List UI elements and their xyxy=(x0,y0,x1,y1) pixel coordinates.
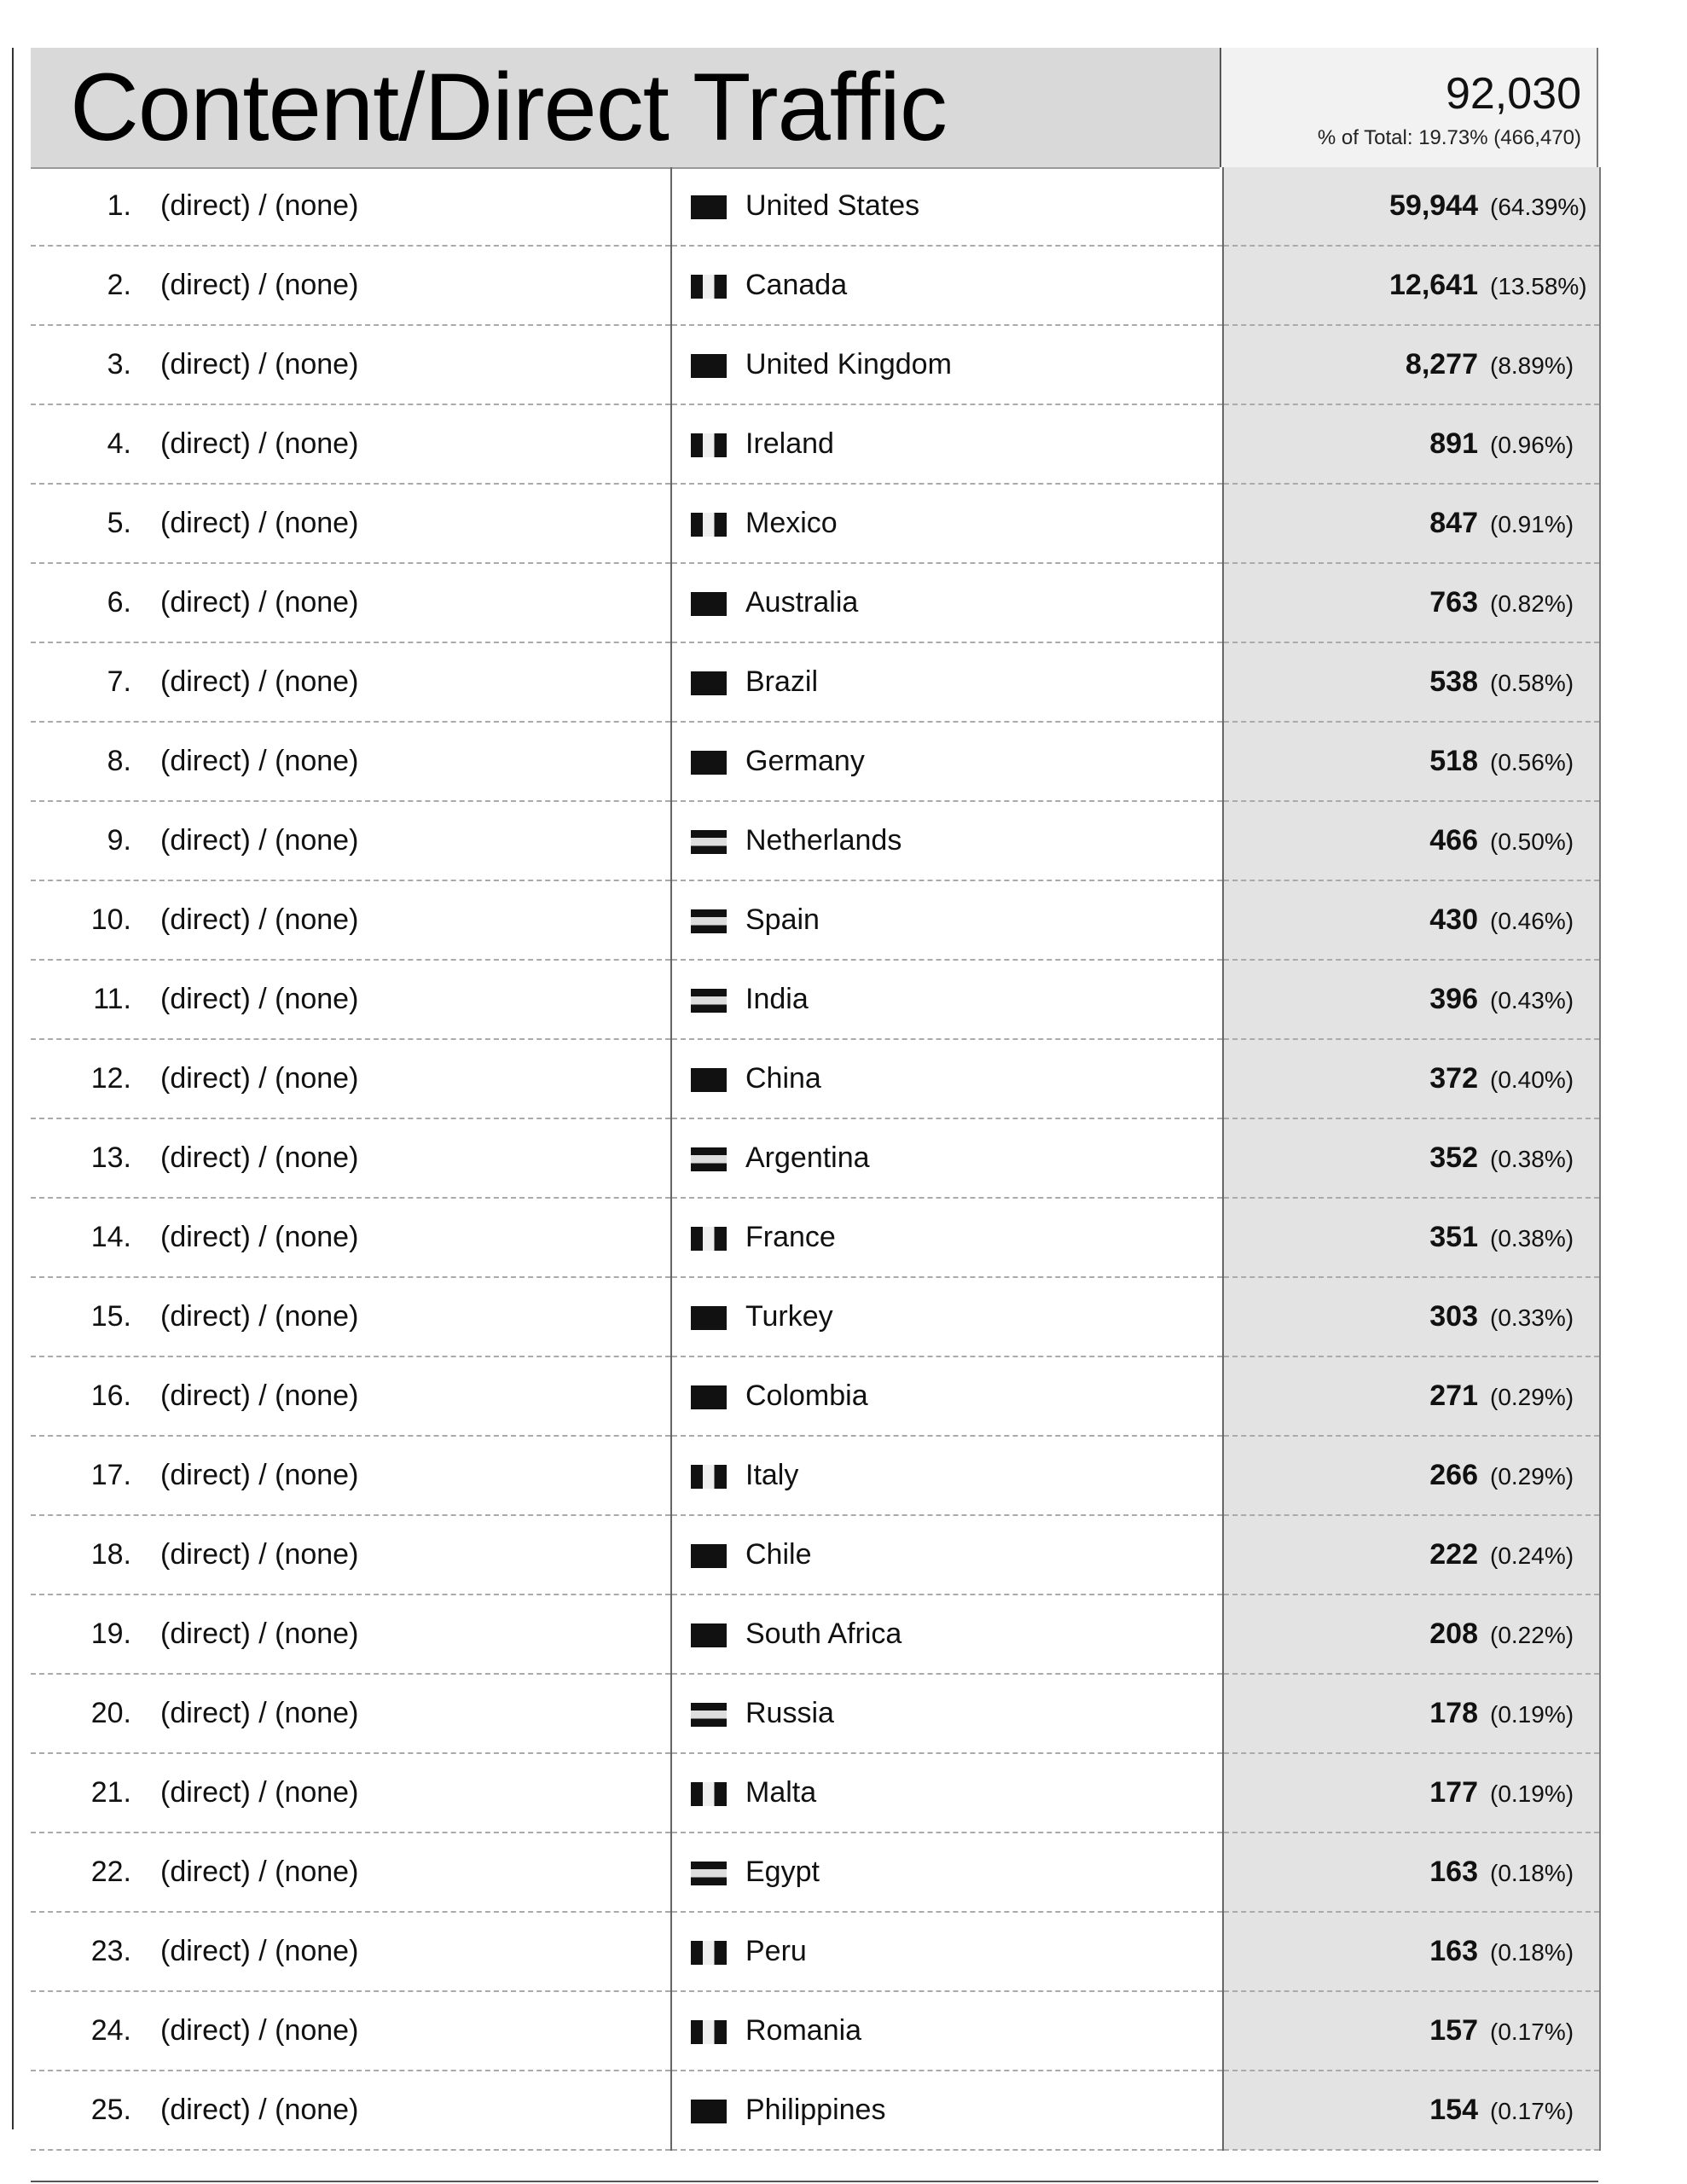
metric-cell xyxy=(1223,1118,1600,1198)
metric-cell xyxy=(1223,563,1600,642)
country-cell xyxy=(671,1277,1223,1356)
pe-flag-icon xyxy=(691,1941,727,1965)
source-medium: (direct) / (none) xyxy=(160,665,359,698)
country-name: United States xyxy=(745,189,920,222)
country-name: Ireland xyxy=(745,427,834,460)
table-row xyxy=(31,1118,1600,1198)
country-name: France xyxy=(745,1221,836,1253)
country-name: Russia xyxy=(745,1697,834,1729)
au-flag-icon xyxy=(691,592,727,616)
country-cell xyxy=(671,563,1223,642)
country-name: Chile xyxy=(745,1538,812,1571)
metric-cell xyxy=(1223,642,1600,722)
table-row xyxy=(31,325,1600,404)
country-name: Netherlands xyxy=(745,824,902,857)
metric-cell xyxy=(1223,1912,1600,1991)
country-cell xyxy=(671,1198,1223,1277)
source-cell xyxy=(31,1674,671,1753)
in-flag-icon xyxy=(691,989,727,1013)
metric-cell xyxy=(1223,1991,1600,2071)
table-row xyxy=(31,960,1600,1039)
country-cell xyxy=(671,722,1223,801)
ar-flag-icon xyxy=(691,1147,727,1171)
session-percent: (0.29%) xyxy=(1490,1384,1574,1410)
session-percent: (0.38%) xyxy=(1490,1146,1574,1172)
source-cell xyxy=(31,1198,671,1277)
row-rank: 1. xyxy=(107,189,131,222)
table-row xyxy=(31,2071,1600,2150)
row-rank: 10. xyxy=(90,903,131,936)
source-medium: (direct) / (none) xyxy=(160,586,359,619)
nl-flag-icon xyxy=(691,830,727,854)
country-name: Canada xyxy=(745,269,848,301)
metric-cell xyxy=(1223,1515,1600,1594)
cl-flag-icon xyxy=(691,1544,727,1568)
table-row xyxy=(31,642,1600,722)
metric-cell xyxy=(1223,484,1600,563)
row-rank: 21. xyxy=(90,1776,131,1809)
row-rank: 7. xyxy=(107,665,131,698)
country-name: Germany xyxy=(745,745,865,777)
session-percent: (0.19%) xyxy=(1490,1780,1574,1807)
table-row xyxy=(31,1753,1600,1833)
country-cell xyxy=(671,1356,1223,1436)
country-cell xyxy=(671,1594,1223,1674)
row-rank: 22. xyxy=(90,1856,131,1888)
source-cell xyxy=(31,1594,671,1674)
traffic-table xyxy=(31,167,1601,2151)
country-name: Australia xyxy=(745,586,859,619)
session-percent: (0.46%) xyxy=(1490,908,1574,934)
session-percent: (0.17%) xyxy=(1490,2018,1574,2045)
metric-cell xyxy=(1223,722,1600,801)
session-count: 352 xyxy=(1429,1141,1478,1174)
table-row xyxy=(31,1277,1600,1356)
row-rank: 25. xyxy=(90,2094,131,2126)
metric-cell xyxy=(1223,880,1600,960)
country-cell xyxy=(671,246,1223,325)
source-cell xyxy=(31,1515,671,1594)
table-row xyxy=(31,801,1600,880)
source-cell xyxy=(31,325,671,404)
row-rank: 20. xyxy=(90,1697,131,1729)
country-cell xyxy=(671,1039,1223,1118)
session-count: 266 xyxy=(1429,1459,1478,1491)
source-medium: (direct) / (none) xyxy=(160,507,359,539)
de-flag-icon xyxy=(691,751,727,775)
country-cell xyxy=(671,1991,1223,2071)
source-medium: (direct) / (none) xyxy=(160,427,359,460)
metric-cell xyxy=(1223,404,1600,484)
metric-cell xyxy=(1223,960,1600,1039)
row-rank: 23. xyxy=(90,1935,131,1967)
country-name: Spain xyxy=(745,903,820,936)
table-row xyxy=(31,1436,1600,1515)
source-cell xyxy=(31,1436,671,1515)
source-medium: (direct) / (none) xyxy=(160,1935,359,1967)
row-rank: 11. xyxy=(93,983,131,1015)
session-percent: (0.58%) xyxy=(1490,670,1574,696)
report-header xyxy=(31,48,1598,167)
table-row xyxy=(31,1991,1600,2071)
session-count: 518 xyxy=(1429,745,1478,777)
session-percent: (0.43%) xyxy=(1490,987,1574,1014)
session-percent: (0.22%) xyxy=(1490,1622,1574,1648)
metric-cell xyxy=(1223,2071,1600,2150)
session-count: 891 xyxy=(1429,427,1478,460)
row-rank: 2. xyxy=(107,269,131,301)
source-cell xyxy=(31,1833,671,1912)
session-count: 177 xyxy=(1429,1776,1478,1809)
source-medium: (direct) / (none) xyxy=(160,745,359,777)
ru-flag-icon xyxy=(691,1703,727,1727)
source-cell xyxy=(31,1118,671,1198)
session-count: 178 xyxy=(1429,1697,1478,1729)
session-count: 12,641 xyxy=(1389,269,1478,301)
source-cell xyxy=(31,484,671,563)
country-cell xyxy=(671,484,1223,563)
session-percent: (0.18%) xyxy=(1490,1860,1574,1886)
country-name: China xyxy=(745,1062,821,1095)
table-row xyxy=(31,1594,1600,1674)
row-rank: 13. xyxy=(90,1141,131,1174)
session-count: 271 xyxy=(1429,1380,1478,1412)
session-percent: (0.91%) xyxy=(1490,511,1574,537)
session-percent: (0.82%) xyxy=(1490,590,1574,617)
total-summary xyxy=(1220,48,1598,167)
session-count: 351 xyxy=(1429,1221,1478,1253)
table-row xyxy=(31,246,1600,325)
session-percent: (0.24%) xyxy=(1490,1542,1574,1569)
session-percent: (0.29%) xyxy=(1490,1463,1574,1490)
source-cell xyxy=(31,2071,671,2150)
ph-flag-icon xyxy=(691,2100,727,2123)
metric-cell xyxy=(1223,1833,1600,1912)
session-percent: (0.50%) xyxy=(1490,828,1574,855)
session-percent: (0.17%) xyxy=(1490,2098,1574,2124)
session-percent: (0.33%) xyxy=(1490,1304,1574,1331)
metric-cell xyxy=(1223,1436,1600,1515)
source-cell xyxy=(31,1912,671,1991)
us-flag-icon xyxy=(691,195,727,219)
session-count: 396 xyxy=(1429,983,1478,1015)
source-cell xyxy=(31,1356,671,1436)
session-percent: (0.56%) xyxy=(1490,749,1574,775)
table-row xyxy=(31,1674,1600,1753)
session-count: 157 xyxy=(1429,2014,1478,2047)
za-flag-icon xyxy=(691,1623,727,1647)
session-count: 538 xyxy=(1429,665,1478,698)
metric-cell xyxy=(1223,1356,1600,1436)
source-cell xyxy=(31,880,671,960)
source-medium: (direct) / (none) xyxy=(160,1380,359,1412)
fr-flag-icon xyxy=(691,1227,727,1251)
country-cell xyxy=(671,960,1223,1039)
mt-flag-icon xyxy=(691,1782,727,1806)
table-bottom-rule xyxy=(31,2181,1598,2182)
gb-flag-icon xyxy=(691,354,727,378)
metric-cell xyxy=(1223,167,1600,246)
session-count: 303 xyxy=(1429,1300,1478,1333)
source-medium: (direct) / (none) xyxy=(160,1062,359,1095)
row-rank: 15. xyxy=(90,1300,131,1333)
country-name: Malta xyxy=(745,1776,817,1809)
source-cell xyxy=(31,1277,671,1356)
session-count: 222 xyxy=(1429,1538,1478,1571)
source-cell xyxy=(31,1039,671,1118)
ro-flag-icon xyxy=(691,2020,727,2044)
session-count: 763 xyxy=(1429,586,1478,619)
row-rank: 18. xyxy=(90,1538,131,1571)
row-rank: 17. xyxy=(90,1459,131,1491)
session-count: 372 xyxy=(1429,1062,1478,1095)
tr-flag-icon xyxy=(691,1306,727,1330)
table-row xyxy=(31,1912,1600,1991)
row-rank: 6. xyxy=(107,586,131,619)
report-page xyxy=(12,48,1587,2129)
row-rank: 12. xyxy=(90,1062,131,1095)
country-cell xyxy=(671,1753,1223,1833)
session-percent: (0.40%) xyxy=(1490,1066,1574,1093)
session-count: 208 xyxy=(1429,1618,1478,1650)
page-title: Content/Direct Traffic xyxy=(70,54,947,160)
source-cell xyxy=(31,246,671,325)
country-name: Italy xyxy=(745,1459,799,1491)
country-cell xyxy=(671,325,1223,404)
country-cell xyxy=(671,880,1223,960)
total-subtitle: % of Total: 19.73% (466,470) xyxy=(1317,126,1581,149)
country-cell xyxy=(671,801,1223,880)
metric-cell xyxy=(1223,1198,1600,1277)
table-row xyxy=(31,167,1600,246)
session-count: 154 xyxy=(1429,2094,1478,2126)
country-cell xyxy=(671,1674,1223,1753)
source-cell xyxy=(31,960,671,1039)
session-percent: (0.18%) xyxy=(1490,1939,1574,1966)
source-medium: (direct) / (none) xyxy=(160,983,359,1015)
source-cell xyxy=(31,1753,671,1833)
row-rank: 9. xyxy=(107,824,131,857)
source-medium: (direct) / (none) xyxy=(160,903,359,936)
table-row xyxy=(31,1198,1600,1277)
session-percent: (0.96%) xyxy=(1490,432,1574,458)
table-row xyxy=(31,1356,1600,1436)
source-cell xyxy=(31,1991,671,2071)
metric-cell xyxy=(1223,1594,1600,1674)
es-flag-icon xyxy=(691,909,727,933)
source-medium: (direct) / (none) xyxy=(160,1141,359,1174)
country-cell xyxy=(671,1118,1223,1198)
ca-flag-icon xyxy=(691,275,727,299)
metric-cell xyxy=(1223,1277,1600,1356)
source-medium: (direct) / (none) xyxy=(160,1459,359,1491)
mx-flag-icon xyxy=(691,513,727,537)
country-cell xyxy=(671,404,1223,484)
source-medium: (direct) / (none) xyxy=(160,2014,359,2047)
cn-flag-icon xyxy=(691,1068,727,1092)
session-count: 163 xyxy=(1429,1856,1478,1888)
metric-cell xyxy=(1223,1753,1600,1833)
session-count: 8,277 xyxy=(1405,348,1478,380)
source-medium: (direct) / (none) xyxy=(160,824,359,857)
country-name: Romania xyxy=(745,2014,862,2047)
row-rank: 19. xyxy=(90,1618,131,1650)
table-row xyxy=(31,1515,1600,1594)
session-percent: (13.58%) xyxy=(1490,273,1587,299)
source-medium: (direct) / (none) xyxy=(160,269,359,301)
metric-cell xyxy=(1223,246,1600,325)
country-cell xyxy=(671,1912,1223,1991)
metric-cell xyxy=(1223,801,1600,880)
session-count: 847 xyxy=(1429,507,1478,539)
country-cell xyxy=(671,1515,1223,1594)
source-medium: (direct) / (none) xyxy=(160,1697,359,1729)
source-medium: (direct) / (none) xyxy=(160,1618,359,1650)
source-medium: (direct) / (none) xyxy=(160,1856,359,1888)
table-row xyxy=(31,1833,1600,1912)
session-percent: (8.89%) xyxy=(1490,352,1574,379)
row-rank: 24. xyxy=(90,2014,131,2047)
session-percent: (0.38%) xyxy=(1490,1225,1574,1252)
country-name: South Africa xyxy=(745,1618,902,1650)
session-count: 466 xyxy=(1429,824,1478,857)
country-name: United Kingdom xyxy=(745,348,952,380)
metric-cell xyxy=(1223,325,1600,404)
country-cell xyxy=(671,642,1223,722)
session-percent: (0.19%) xyxy=(1490,1701,1574,1728)
title-cell xyxy=(31,48,1220,169)
source-medium: (direct) / (none) xyxy=(160,1300,359,1333)
row-rank: 4. xyxy=(107,427,131,460)
source-medium: (direct) / (none) xyxy=(160,348,359,380)
table-row xyxy=(31,880,1600,960)
country-cell xyxy=(671,1436,1223,1515)
country-cell xyxy=(671,1833,1223,1912)
source-medium: (direct) / (none) xyxy=(160,1538,359,1571)
country-name: India xyxy=(745,983,809,1015)
co-flag-icon xyxy=(691,1385,727,1409)
metric-cell xyxy=(1223,1674,1600,1753)
source-medium: (direct) / (none) xyxy=(160,2094,359,2126)
row-rank: 8. xyxy=(107,745,131,777)
country-cell xyxy=(671,2071,1223,2150)
table-row xyxy=(31,563,1600,642)
metric-cell xyxy=(1223,1039,1600,1118)
row-rank: 5. xyxy=(107,507,131,539)
source-cell xyxy=(31,642,671,722)
source-cell xyxy=(31,801,671,880)
source-medium: (direct) / (none) xyxy=(160,1776,359,1809)
country-name: Mexico xyxy=(745,507,838,539)
it-flag-icon xyxy=(691,1465,727,1489)
country-name: Turkey xyxy=(745,1300,833,1333)
row-rank: 3. xyxy=(107,348,131,380)
source-cell xyxy=(31,563,671,642)
session-count: 59,944 xyxy=(1389,189,1478,222)
source-medium: (direct) / (none) xyxy=(160,1221,359,1253)
country-cell xyxy=(671,167,1223,246)
table-row xyxy=(31,484,1600,563)
source-cell xyxy=(31,167,671,246)
country-name: Brazil xyxy=(745,665,819,698)
country-name: Philippines xyxy=(745,2094,886,2126)
table-row xyxy=(31,404,1600,484)
ie-flag-icon xyxy=(691,433,727,457)
source-cell xyxy=(31,722,671,801)
session-count: 163 xyxy=(1429,1935,1478,1967)
session-percent: (64.39%) xyxy=(1490,194,1587,220)
session-count: 430 xyxy=(1429,903,1478,936)
source-medium: (direct) / (none) xyxy=(160,189,359,222)
table-row xyxy=(31,722,1600,801)
country-name: Argentina xyxy=(745,1141,870,1174)
country-name: Colombia xyxy=(745,1380,868,1412)
total-value: 92,030 xyxy=(1445,69,1581,119)
country-name: Peru xyxy=(745,1935,807,1967)
eg-flag-icon xyxy=(691,1862,727,1885)
country-name: Egypt xyxy=(745,1856,820,1888)
table-row xyxy=(31,1039,1600,1118)
row-rank: 14. xyxy=(90,1221,131,1253)
br-flag-icon xyxy=(691,671,727,695)
row-rank: 16. xyxy=(90,1380,131,1412)
source-cell xyxy=(31,404,671,484)
